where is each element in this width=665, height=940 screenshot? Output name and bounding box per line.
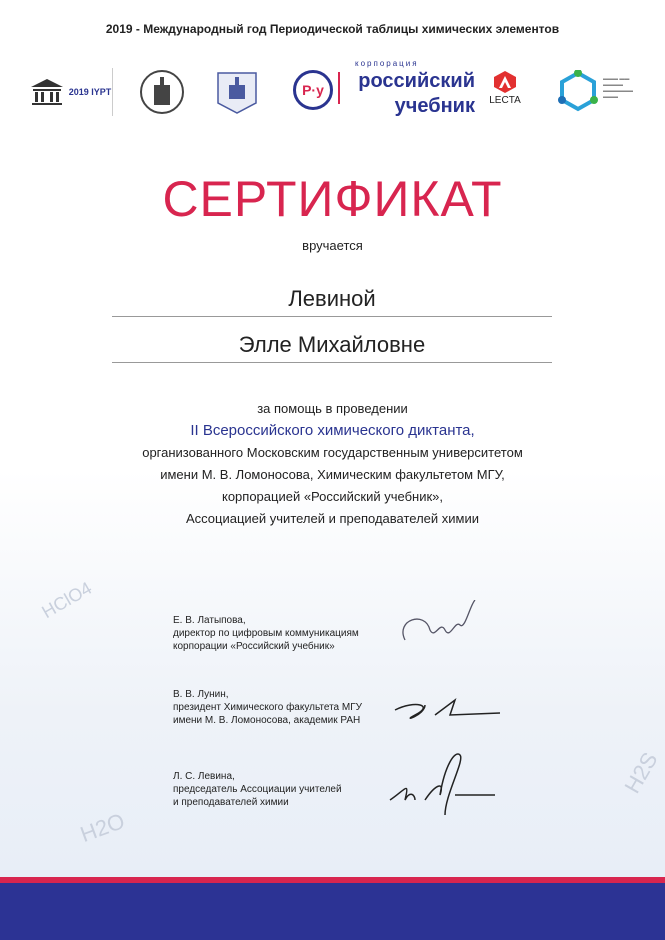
signatory-2 — [173, 688, 362, 727]
iypt-label: 2019 IYPT — [68, 87, 112, 97]
ru-name-line1: российский — [358, 70, 475, 92]
msu-logo — [137, 68, 187, 116]
russian-textbook-logo — [345, 58, 475, 119]
chem-teachers-association-logo — [555, 68, 600, 113]
signatory-role: президент Химического факультета МГУ — [173, 702, 362, 713]
formula-hclo4: HClO4 — [38, 577, 96, 623]
body-line: за помощь в проведении — [257, 401, 408, 416]
body-line: имени М. В. Ломоносова, Химическим факультетом МГУ, — [160, 467, 505, 482]
signature-3 — [385, 750, 505, 830]
signatory-name: Л. С. Левина, — [173, 771, 235, 782]
signatory-role: председатель Ассоциации учителей — [173, 784, 342, 795]
association-caption: ▬▬▬ ▬▬ ▬▬▬▬ ▬▬▬▬▬▬ ▬▬▬ — [603, 76, 633, 100]
lecta-label: LECTA — [489, 95, 521, 106]
signature-1 — [385, 600, 485, 655]
recipient-surname: Левиной — [112, 286, 552, 317]
partner-logos — [0, 59, 665, 118]
body-line: корпорацией «Российский учебник», — [221, 489, 443, 504]
event-name: II Всероссийского химического диктанта, — [190, 422, 475, 439]
signatory-role: корпорации «Российский учебник» — [173, 641, 335, 652]
signature-2 — [385, 690, 505, 730]
body-line: Ассоциацией учителей и преподавателей химии — [185, 511, 480, 526]
signatory-role: директор по цифровым коммуникациям — [173, 628, 359, 639]
signatory-3 — [173, 770, 342, 809]
certificate-title: СЕРТИФИКАТ — [162, 171, 503, 227]
formula-h2s: H2S — [619, 747, 663, 798]
russian-textbook-mark: Р·у — [293, 70, 333, 110]
divider — [338, 72, 340, 104]
certificate-body — [0, 398, 665, 530]
ru-corp-label: корпорация — [355, 59, 419, 68]
signatory-name: В. В. Лунин, — [173, 689, 229, 700]
body-line: организованного Московским государственным университетом — [142, 445, 523, 460]
signatory-role: и преподавателей химии — [173, 797, 289, 808]
unesco-iypt-logo — [28, 68, 113, 116]
unesco-icon — [29, 77, 65, 107]
chem-faculty-logo — [213, 68, 261, 116]
signatory-1 — [173, 614, 359, 653]
header-text: 2019 - Международный год Периодической таблицы химических элементов — [105, 22, 560, 36]
recipient-given-name: Элле Михайловне — [112, 332, 552, 363]
signatory-role: имени М. В. Ломоносова, академик РАН — [173, 715, 361, 726]
formula-h2o: H2O — [76, 808, 128, 848]
lecta-logo — [486, 70, 524, 107]
ru-name-line2: учебник — [394, 95, 475, 117]
footer-blue-band — [0, 883, 665, 940]
signatory-name: Е. В. Латыпова, — [173, 615, 246, 626]
awarded-text: вручается — [302, 238, 363, 253]
